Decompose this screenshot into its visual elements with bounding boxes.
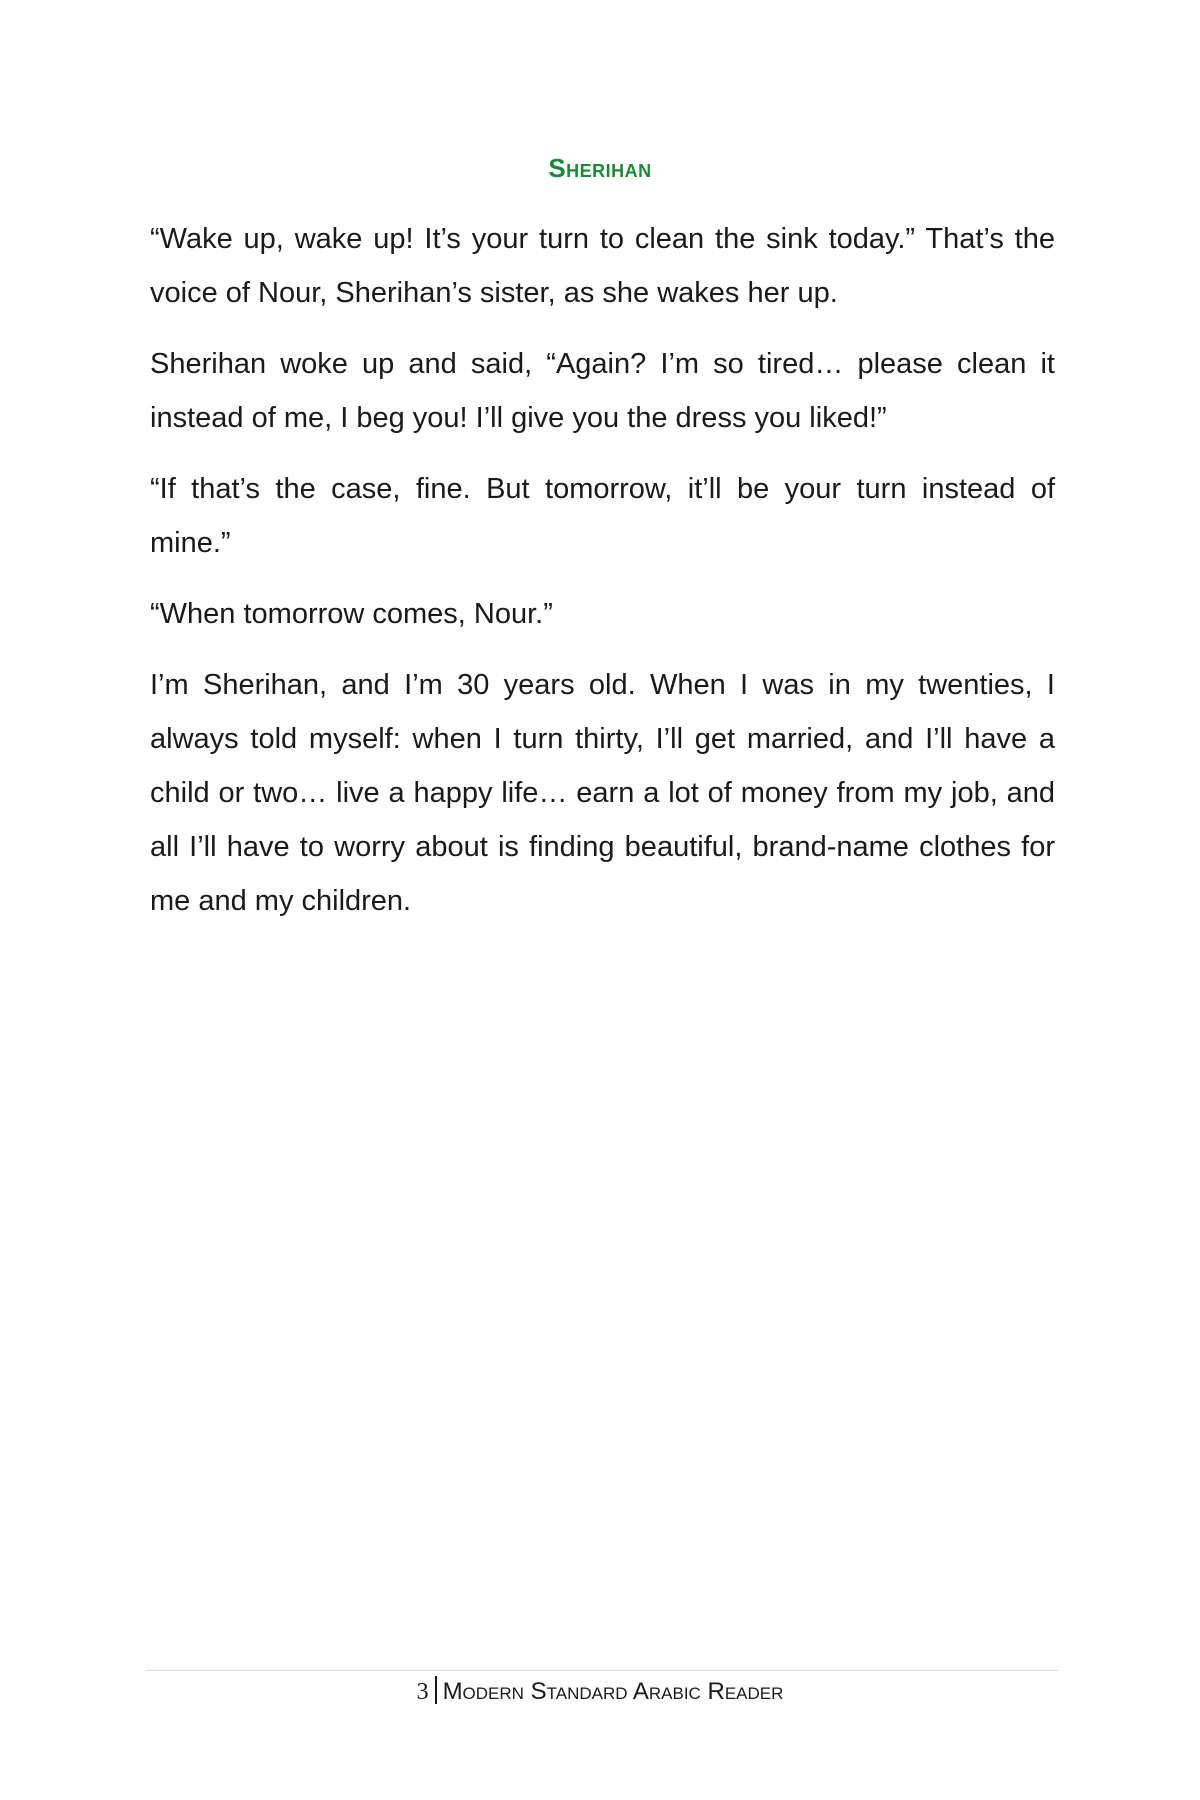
page-footer xyxy=(0,1675,1200,1709)
paragraph-3: “If that’s the case, fine. But tomorrow, it’ll be your turn instead of mine.” xyxy=(150,473,1055,559)
footer-separator xyxy=(435,1676,437,1704)
footer-divider xyxy=(146,1670,1058,1671)
paragraph-4: “When tomorrow comes, Nour.” xyxy=(150,598,553,630)
paragraph-1: “Wake up, wake up! It’s your turn to clean the sink today.” That’s the voice of Nour, Sherihan’s sister, as she wakes her up. xyxy=(150,223,1055,309)
paragraph-2: Sherihan woke up and said, “Again? I’m so tired… please clean it instead of me, I beg you! I’ll give you the dress you liked!” xyxy=(150,348,1055,434)
paragraph-5: I’m Sherihan, and I’m 30 years old. When I was in my twenties, I always told myself: when I turn thirty, I’ll get married, and I’ll have a child or two… live a happy life… earn a lot of money from my job, and all I’ll have to worry about is finding beautiful, brand-name clothes for me and my children. xyxy=(150,669,1055,917)
body-text xyxy=(150,212,1055,945)
book-title: Modern Standard Arabic Reader xyxy=(442,1678,784,1705)
page-number: 3 xyxy=(416,1679,429,1705)
chapter-title: Sherihan xyxy=(548,153,652,183)
